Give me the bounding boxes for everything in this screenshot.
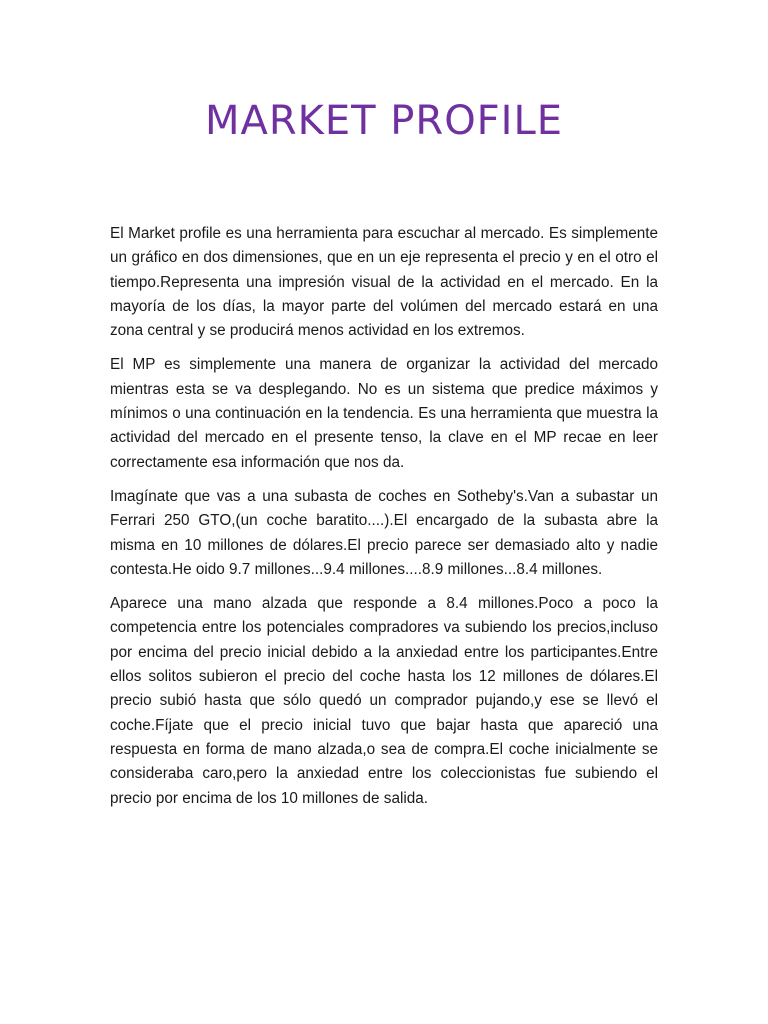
document-body bbox=[110, 222, 658, 821]
paragraph-4: Aparece una mano alzada que responde a 8.4 millones.Poco a poco la competencia entre los potenciales compradores va subiendo los precios,incluso por encima del precio inicial debido a la anxiedad entre los participantes.Entre ellos solitos subieron el precio del coche hasta los 12 millones de dólares.El precio subió hasta que sólo quedó un comprador pujando,y ese se llevó el coche.Fíjate que el precio inicial tuvo que bajar hasta que apareció una respuesta en forma de mano alzada,o sea de compra.El coche inicialmente se consideraba caro,pero la anxiedad entre los coleccionistas fue subiendo el precio por encima de los 10 millones de salida. bbox=[110, 595, 658, 807]
paragraph-3: Imagínate que vas a una subasta de coches en Sotheby's.Van a subastar un Ferrari 250 GTO,(un coche baratito....).El encargado de la subasta abre la misma en 10 millones de dólares.El precio parece ser demasiado alto y nadie contesta.He oido 9.7 millones...9.4 millones....8.9 millones...8.4 millones. bbox=[110, 487, 658, 578]
paragraph-2: El MP es simplemente una manera de organizar la actividad del mercado mientras esta se va desplegando. No es un sistema que predice máximos y mínimos o una continuación en la tendencia. Es una herramienta que muestra la actividad del mercado en el presente tenso, la clave en el MP recae en leer correctamente esa información que nos da. bbox=[110, 356, 658, 471]
paragraph-1: El Market profile es una herramienta para escuchar al mercado. Es simplemente un gráfico en dos dimensiones, que en un eje representa el precio y en el otro el tiempo.Representa una impresión visual de la actividad en el mercado. En la mayoría de los días, la mayor parte del volúmen del mercado estará en una zona central y se producirá menos actividad en los extremos. bbox=[110, 225, 658, 340]
page-title: MARKET PROFILE bbox=[204, 98, 564, 144]
